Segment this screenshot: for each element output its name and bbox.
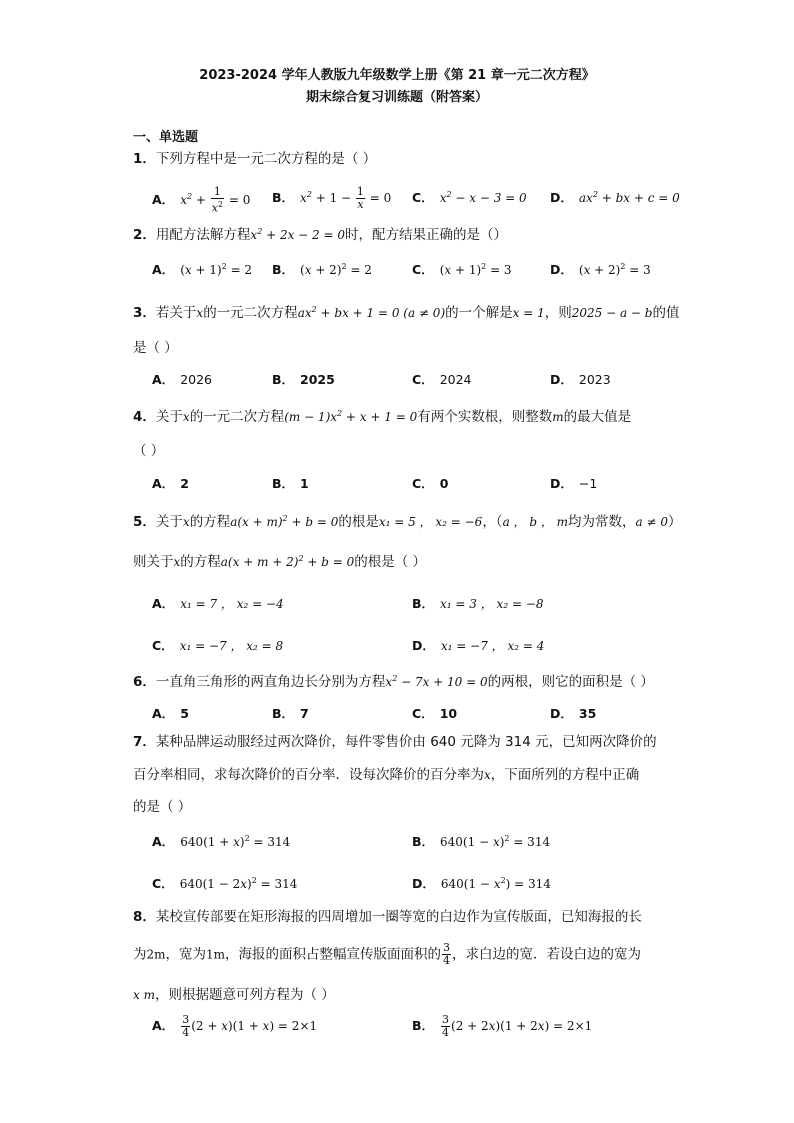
option-label: C．: [412, 190, 434, 205]
variable: m: [552, 410, 564, 424]
solution: x = 1: [512, 306, 545, 320]
equation: $ax^2$ + bx + 1 = 0 (a ≠ 0): [297, 305, 446, 320]
option-d[interactable]: [550, 704, 596, 722]
option-text: x₁ = −7 ， x₂ = 4: [440, 639, 545, 653]
question-1: [133, 148, 663, 170]
option-label: C．: [152, 638, 174, 653]
width-value: 1m: [206, 947, 226, 962]
option-text: x₁ = 3 ， x₂ = −8: [440, 597, 544, 611]
option-c[interactable]: [152, 874, 297, 892]
option-label: D．: [550, 190, 573, 205]
question-continuation: [133, 942, 641, 967]
question-number: 1．: [133, 151, 156, 167]
option-b[interactable]: B． $x^2 + 1$ − $\frac{1}{x}$ = 0: [272, 185, 392, 211]
option-b[interactable]: B． $\frac{3}{4}$ (2 + 2x)(1 + 2x) = 2×1: [412, 1013, 593, 1039]
option-text: $ax^2$ + bx + c = 0: [578, 190, 680, 205]
roots: x₁ = 5 ， x₂ = −6: [378, 515, 483, 529]
option-text: $640(1 - x)^2 = 314$: [440, 834, 551, 849]
option-label: B．: [272, 706, 295, 721]
question-text: 某校宣传部要在矩形海报的四周增加一圈等宽的白边作为宣传版面，已知海报的长: [155, 909, 642, 925]
constants: a ， b ， m: [502, 515, 569, 529]
question-text: 下列方程中是一元二次方程的是（ ）: [155, 151, 377, 167]
question-number: 4．: [133, 409, 156, 425]
option-text: 10: [439, 706, 458, 721]
option-text: x₁ = 7 ， x₂ = −4: [180, 597, 284, 611]
option-label: C．: [412, 706, 434, 721]
question-2: [133, 221, 663, 246]
option-label: C．: [412, 262, 434, 277]
question-continuation: [133, 983, 335, 1003]
option-label: D．: [412, 638, 435, 653]
option-a[interactable]: [152, 832, 290, 850]
variable: x: [173, 555, 181, 569]
option-label: A．: [152, 191, 175, 207]
question-text: 有两个实数根，则整数: [417, 409, 553, 425]
question-3: [133, 299, 680, 324]
option-d[interactable]: [550, 260, 651, 278]
question-text: 的根是（ ）: [354, 554, 427, 570]
question-4: [133, 403, 663, 428]
question-text: 若关于: [155, 305, 197, 321]
option-a[interactable]: A． $x^2$ + $\frac{1}{x^2}$ = 0: [152, 185, 251, 215]
option-label: B．: [412, 596, 435, 611]
option-text: 2024: [439, 372, 472, 387]
fraction: $\frac{3}{4}$: [443, 941, 451, 967]
option-text: 35: [578, 706, 597, 721]
option-c[interactable]: [152, 636, 283, 654]
option-c[interactable]: [412, 704, 457, 722]
option-text: $640(1 + x)^2 = 314$: [180, 834, 291, 849]
option-a[interactable]: [152, 704, 189, 722]
question-continuation: （ ）: [133, 443, 165, 459]
question-text: 的一元二次方程: [189, 409, 285, 425]
option-label: D．: [550, 476, 573, 491]
question-number: 7．: [133, 734, 156, 750]
question-text: 关于: [155, 514, 183, 530]
question-text: 的一元二次方程: [203, 305, 298, 321]
question-text: 的最大值是: [563, 409, 632, 425]
option-c[interactable]: [412, 370, 472, 388]
option-label: A．: [152, 1018, 175, 1033]
option-label: C．: [412, 372, 434, 387]
question-text: ，下面所列的方程中正确: [490, 767, 640, 783]
option-label: C．: [412, 476, 434, 491]
option-label: C．: [152, 876, 174, 891]
option-a[interactable]: [152, 260, 252, 278]
option-label: B．: [272, 262, 295, 277]
option-c[interactable]: [412, 188, 527, 206]
option-label: D．: [550, 706, 573, 721]
option-d[interactable]: [412, 636, 544, 654]
variable: x: [182, 515, 190, 529]
question-text: ，则: [544, 305, 572, 321]
option-c[interactable]: [412, 474, 448, 492]
question-text: 则关于: [133, 554, 174, 570]
question-text: 的方程: [189, 514, 231, 530]
option-label: A．: [152, 834, 175, 849]
question-text: 的方程: [180, 554, 221, 570]
option-b[interactable]: [412, 594, 544, 612]
question-6: [133, 668, 663, 693]
option-text: $640(1 - 2x)^2 = 314$: [179, 876, 298, 891]
option-b[interactable]: [272, 474, 309, 492]
equation: $x^2 + 2x - 2 = 0$: [250, 227, 346, 242]
question-continuation: [133, 550, 426, 570]
question-text: 均为常数，: [568, 514, 636, 530]
equation: $a(x + m)^2 + b = 0$: [230, 514, 339, 529]
option-d[interactable]: [550, 188, 680, 206]
question-number: 3．: [133, 305, 156, 321]
option-label: A．: [152, 372, 175, 387]
option-text: x₁ = −7 ， x₂ = 8: [179, 639, 284, 653]
option-text: 2025: [300, 372, 335, 387]
question-text: 时，配方结果正确的是（）: [345, 227, 508, 243]
question-text: 的一个解是: [445, 305, 513, 321]
option-text: 7: [300, 706, 309, 721]
option-b[interactable]: [272, 260, 372, 278]
option-text: $(x + 1)^2 = 3$: [439, 262, 512, 277]
expression: 2025 − a − b: [571, 306, 653, 320]
option-text: $x^2 - x - 3 = 0$: [439, 190, 527, 205]
condition: a ≠ 0: [635, 515, 669, 529]
option-label: D．: [550, 262, 573, 277]
option-label: B．: [272, 476, 295, 491]
option-text: (2 + x)(1 + x) = 2×1: [191, 1019, 318, 1033]
option-b[interactable]: [272, 704, 309, 722]
question-text: 百分率相同，求每次降价的百分率．设每次降价的百分率为: [133, 767, 484, 783]
question-text: 用配方法解方程: [155, 227, 251, 243]
variable: x: [182, 410, 190, 424]
question-text: 一直角三角形的两直角边长分别为方程: [155, 674, 386, 690]
variable: x: [196, 306, 204, 320]
section-heading: 一、单选题: [133, 130, 199, 145]
question-number: 8．: [133, 909, 156, 925]
option-d[interactable]: [550, 474, 597, 492]
option-label: D．: [412, 876, 435, 891]
option-label: D．: [550, 372, 573, 387]
question-text: 为: [133, 946, 147, 963]
question-7: [133, 731, 663, 753]
option-text: $(x + 2)^2 = 3$: [578, 262, 651, 277]
option-d[interactable]: [412, 874, 551, 892]
question-text: 某种品牌运动服经过两次降价，每件零售价由 640 元降为 314 元，已知两次降价的: [155, 734, 657, 750]
question-text: 的根是: [338, 514, 379, 530]
option-text: −1: [578, 476, 598, 491]
option-text: $x^2$: [180, 191, 193, 207]
question-5: [133, 508, 682, 533]
option-label: B．: [272, 190, 295, 205]
option-text: 2023: [578, 372, 611, 387]
option-text: 5: [180, 706, 189, 721]
question-text: ）: [668, 514, 682, 530]
question-text: ，求白边的宽．若设白边的宽为: [452, 946, 642, 963]
option-label: B．: [412, 834, 435, 849]
question-number: 6．: [133, 674, 156, 690]
equation: $(m - 1)x^2 + x + 1 = 0$: [284, 409, 418, 424]
option-text: $640(1 - x^2) = 314$: [440, 876, 551, 891]
variable: x m: [133, 988, 155, 1002]
equation: $x^2 - 7x + 10 = 0$: [385, 674, 488, 689]
option-text: 2026: [180, 372, 212, 387]
option-text: $x^2$: [300, 190, 312, 205]
option-b[interactable]: [412, 832, 550, 850]
option-text: 1: [300, 476, 309, 491]
option-b[interactable]: [272, 370, 335, 388]
equation: $a(x + m + 2)^2 + b = 0$: [220, 554, 355, 569]
option-text: (2 + 2x)(1 + 2x) = 2×1: [451, 1019, 593, 1033]
option-c[interactable]: [412, 260, 512, 278]
question-text: 的两根，则它的面积是（ ）: [487, 674, 654, 690]
option-text: $(x + 1)^2 = 2$: [180, 262, 253, 277]
question-text: 的值: [652, 305, 680, 321]
length-value: 2m: [146, 947, 166, 962]
variable: x: [484, 768, 491, 782]
option-label: A．: [152, 596, 175, 611]
question-number: 5．: [133, 514, 156, 530]
question-text: 关于: [155, 409, 183, 425]
option-d[interactable]: [550, 370, 611, 388]
option-label: B．: [412, 1018, 435, 1033]
question-continuation: [133, 763, 639, 783]
question-text: ，（: [482, 514, 503, 530]
document-title-line-2: 期末综合复习训练题（附答案）: [305, 90, 488, 105]
question-number: 2．: [133, 227, 156, 243]
option-label: A．: [152, 706, 175, 721]
question-text: ，海报的面积占整幅宣传版面面积的: [225, 946, 442, 963]
question-text: ，宽为: [165, 946, 207, 963]
option-a[interactable]: [152, 370, 212, 388]
document-title-line-1: 2023-2024 学年人教版九年级数学上册《第 21 章一元二次方程》: [199, 68, 595, 83]
option-a[interactable]: [152, 474, 189, 492]
option-label: B．: [272, 372, 295, 387]
option-a[interactable]: A． $\frac{3}{4}$ (2 + x)(1 + x) = 2×1: [152, 1013, 318, 1039]
question-8: [133, 906, 663, 928]
question-continuation: 是（ ）: [133, 340, 178, 356]
option-label: A．: [152, 476, 175, 491]
option-label: A．: [152, 262, 175, 277]
option-text: 0: [439, 476, 449, 491]
option-text: $(x + 2)^2 = 2$: [300, 262, 372, 277]
option-a[interactable]: [152, 594, 284, 612]
question-text: ，则根据题意可列方程为（ ）: [154, 987, 335, 1003]
option-text: 2: [180, 476, 189, 491]
question-continuation: 的是（ ）: [133, 799, 192, 815]
